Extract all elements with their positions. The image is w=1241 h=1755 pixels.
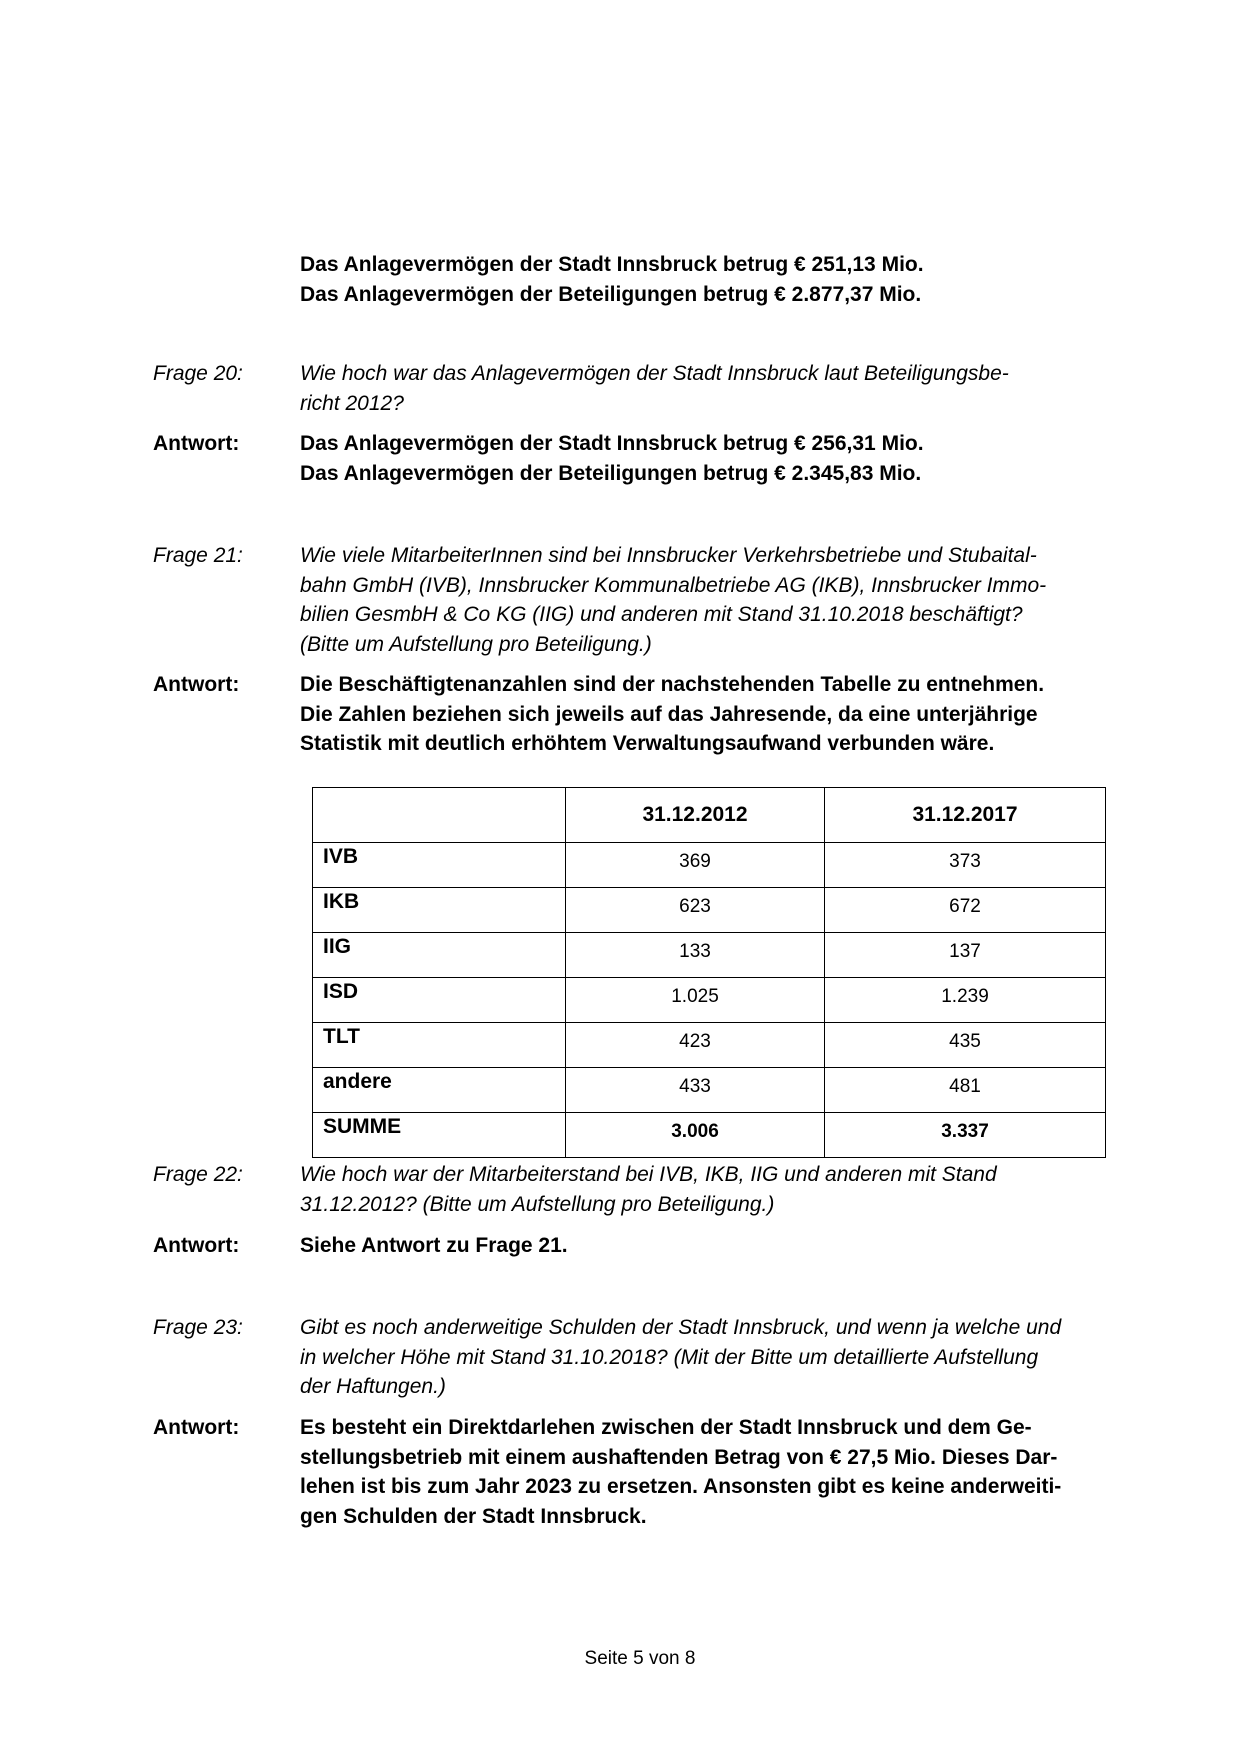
question-line: (Bitte um Aufstellung pro Beteiligung.) — [300, 632, 652, 656]
value-2017: 137 — [825, 933, 1106, 978]
answer-20-text — [300, 429, 1140, 488]
table-header-row — [313, 788, 1106, 843]
question-line: Wie hoch war der Mitarbeiterstand bei IVB, IKB, IIG und anderen mit Stand — [300, 1163, 997, 1186]
answer-23-text — [300, 1413, 1140, 1531]
row-name: SUMME — [313, 1113, 566, 1158]
row-name: IVB — [313, 843, 566, 888]
answer-line: lehen ist bis zum Jahr 2023 zu ersetzen. Ansonsten gibt es keine anderweiti- — [300, 1475, 1062, 1498]
table-row — [313, 843, 1106, 888]
answer-line: Das Anlagevermögen der Beteiligungen betrug € 2.345,83 Mio. — [300, 461, 922, 485]
question-line: in welcher Höhe mit Stand 31.10.2018? (Mit der Bitte um detaillierte Aufstellung — [300, 1345, 1039, 1369]
table-sum-row — [313, 1113, 1106, 1158]
question-23-label: Frage 23: — [153, 1316, 243, 1339]
value-2017: 435 — [825, 1023, 1106, 1068]
question-line: Wie hoch war das Anlagevermögen der Stadt Innsbruck laut Beteiligungsbe- — [300, 362, 1009, 385]
answer-22-text — [300, 1231, 1140, 1261]
page-number: Seite 5 von 8 — [584, 1648, 696, 1669]
question-line: 31.12.2012? (Bitte um Aufstellung pro Beteiligung.) — [300, 1192, 775, 1216]
table-row — [313, 933, 1106, 978]
row-name: IKB — [313, 888, 566, 933]
table-row — [313, 978, 1106, 1023]
answer-line: Es besteht ein Direktdarlehen zwischen der Stadt Innsbruck und dem Ge- — [300, 1416, 1032, 1439]
question-23-text — [300, 1313, 1140, 1402]
question-line: Wie viele MitarbeiterInnen sind bei Innsbrucker Verkehrsbetriebe und Stubaital- — [300, 544, 1037, 567]
answer-line: Die Beschäftigtenanzahlen sind der nachstehenden Tabelle zu entnehmen. — [300, 673, 1045, 696]
question-20-text — [300, 359, 1140, 418]
answer-line: Siehe Antwort zu Frage 21. — [300, 1234, 568, 1257]
row-name: TLT — [313, 1023, 566, 1068]
question-line: richt 2012? — [300, 391, 404, 415]
value-2012: 3.006 — [566, 1113, 825, 1158]
value-2012: 423 — [566, 1023, 825, 1068]
answer-21-text — [300, 670, 1140, 759]
value-2012: 623 — [566, 888, 825, 933]
question-line: Gibt es noch anderweitige Schulden der Stadt Innsbruck, und wenn ja welche und — [300, 1316, 1062, 1339]
row-name: IIG — [313, 933, 566, 978]
answer-line: Die Zahlen beziehen sich jeweils auf das Jahresende, da eine unterjährige — [300, 702, 1038, 726]
row-name: andere — [313, 1068, 566, 1113]
question-20-label: Frage 20: — [153, 362, 243, 385]
answer-line: Statistik mit deutlich erhöhtem Verwaltungsaufwand verbunden wäre. — [300, 732, 995, 755]
value-2012: 133 — [566, 933, 825, 978]
value-2012: 369 — [566, 843, 825, 888]
table-header-cell — [313, 788, 566, 843]
question-22-label: Frage 22: — [153, 1163, 243, 1186]
value-2017: 3.337 — [825, 1113, 1106, 1158]
table-header-cell: 31.12.2017 — [825, 788, 1106, 843]
employee-table — [312, 787, 1106, 1158]
question-line: bilien GesmbH & Co KG (IIG) und anderen mit Stand 31.10.2018 beschäftigt? — [300, 603, 1023, 626]
intro-line: Das Anlagevermögen der Beteiligungen betrug € 2.877,37 Mio. — [300, 282, 922, 306]
question-22-text — [300, 1160, 1140, 1219]
table-row — [313, 1023, 1106, 1068]
question-line: der Haftungen.) — [300, 1375, 446, 1398]
value-2017: 481 — [825, 1068, 1106, 1113]
value-2017: 672 — [825, 888, 1106, 933]
answer-20-label: Antwort: — [153, 432, 240, 455]
answer-line: gen Schulden der Stadt Innsbruck. — [300, 1504, 647, 1528]
question-line: bahn GmbH (IVB), Innsbrucker Kommunalbetriebe AG (IKB), Innsbrucker Immo- — [300, 573, 1047, 597]
value-2017: 373 — [825, 843, 1106, 888]
answer-22-label: Antwort: — [153, 1234, 240, 1257]
answer-line: stellungsbetrieb mit einem aushaftenden Betrag von € 27,5 Mio. Dieses Dar- — [300, 1445, 1058, 1469]
question-21-label: Frage 21: — [153, 544, 243, 567]
value-2012: 433 — [566, 1068, 825, 1113]
intro-answer — [300, 250, 1140, 309]
answer-21-label: Antwort: — [153, 673, 240, 696]
row-name: ISD — [313, 978, 566, 1023]
answer-23-label: Antwort: — [153, 1416, 240, 1439]
question-21-text — [300, 541, 1140, 659]
intro-line: Das Anlagevermögen der Stadt Innsbruck betrug € 251,13 Mio. — [300, 253, 924, 276]
answer-line: Das Anlagevermögen der Stadt Innsbruck betrug € 256,31 Mio. — [300, 432, 924, 455]
value-2017: 1.239 — [825, 978, 1106, 1023]
value-2012: 1.025 — [566, 978, 825, 1023]
table-row — [313, 1068, 1106, 1113]
table-header-cell: 31.12.2012 — [566, 788, 825, 843]
table-row — [313, 888, 1106, 933]
